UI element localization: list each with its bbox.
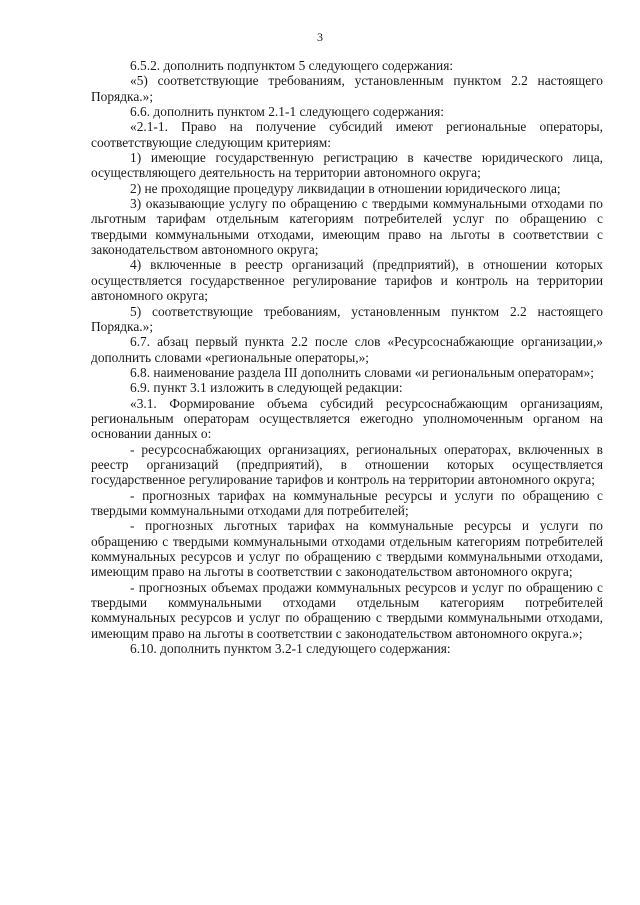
data-item-organizations: - ресурсоснабжающих организациях, региональных операторах, включенных в реестр организаций (предприятий), в отношении которых осуществляется государственное регулирование тарифов и контроль на территории автономного округа; bbox=[91, 441, 603, 488]
paragraph-2-1-1: «2.1-1. Право на получение субсидий имеют региональные операторы, соответствующие следующим критериям: bbox=[91, 119, 603, 150]
document-body bbox=[91, 58, 603, 656]
paragraph-6-6: 6.6. дополнить пунктом 2.1-1 следующего содержания: bbox=[130, 104, 444, 120]
paragraph-6-10: 6.10. дополнить пунктом 3.2-1 следующего содержания: bbox=[130, 641, 451, 657]
paragraph-6-8: 6.8. наименование раздела III дополнить словами «и региональным операторам»; bbox=[130, 364, 594, 380]
criterion-4: 4) включенные в реестр организаций (предприятий), в отношении которых осуществляется государственное регулирование тарифов и контроль на территории автономного округа; bbox=[91, 257, 603, 304]
data-item-preferential-tariffs: - прогнозных льготных тарифах на коммунальные ресурсы и услуги по обращению с твердыми коммунальными отходами отдельным категориям потребителей коммунальных ресурсов и услуг по обращению с твердыми коммунальными отходами, имеющим право на льготы в соответствии с законодательством автономного округа; bbox=[91, 518, 603, 580]
paragraph-subitem-5: «5) соответствующие требованиям, установленным пунктом 2.2 настоящего Порядка.»; bbox=[91, 73, 603, 104]
paragraph-6-5-2: 6.5.2. дополнить подпунктом 5 следующего содержания: bbox=[130, 58, 454, 73]
criterion-1: 1) имеющие государственную регистрацию в качестве юридического лица, осуществляющего деятельность на территории автономного округа; bbox=[91, 150, 603, 181]
criterion-3: 3) оказывающие услугу по обращению с твердыми коммунальными отходами по льготным тарифам отдельным категориям потребителей услуг по обращению с твердыми коммунальными отходами, имеющим право на льготы в соответствии с законодательством автономного округа; bbox=[91, 196, 603, 258]
data-item-forecast-tariffs: - прогнозных тарифах на коммунальные ресурсы и услуги по обращению с твердыми коммунальными отходами для потребителей; bbox=[91, 487, 603, 518]
page-number: 3 bbox=[317, 30, 323, 44]
data-item-sales-volumes: - прогнозных объемах продажи коммунальных ресурсов и услуг по обращению с твердыми коммунальными отходами отдельным категориям потребителей коммунальных ресурсов и услуг по обращению с твердыми коммунальными отходами, имеющим право на льготы в соответствии с законодательством автономного округа.»; bbox=[91, 579, 603, 641]
paragraph-6-7: 6.7. абзац первый пункта 2.2 после слов «Ресурсоснабжающие организации,» дополнить словами «региональные операторы,»; bbox=[91, 334, 603, 365]
paragraph-6-9: 6.9. пункт 3.1 изложить в следующей редакции: bbox=[130, 380, 403, 396]
criterion-5: 5) соответствующие требованиям, установленным пунктом 2.2 настоящего Порядка.»; bbox=[91, 303, 603, 334]
paragraph-3-1: «3.1. Формирование объема субсидий ресурсоснабжающим организациям, региональным операторам осуществляется ежегодно уполномоченным органом на основании данных о: bbox=[91, 395, 603, 442]
criterion-2: 2) не проходящие процедуру ликвидации в отношении юридического лица; bbox=[130, 180, 561, 196]
